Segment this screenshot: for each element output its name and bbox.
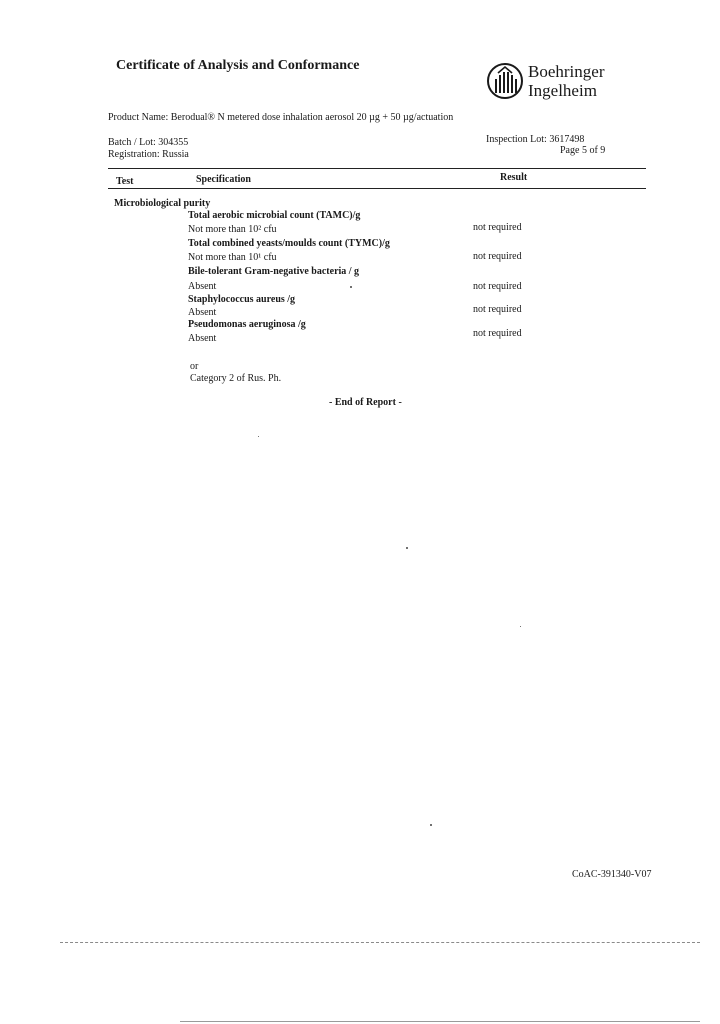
scan-speck — [520, 626, 521, 627]
table-top-rule — [108, 168, 646, 169]
section-microbiological-purity: Microbiological purity — [114, 198, 211, 209]
logo-text — [528, 62, 604, 100]
logo-line-2: Ingelheim — [528, 81, 597, 100]
company-logo — [486, 60, 626, 104]
product-name: Product Name: Berodual® N metered dose inhalation aerosol 20 µg + 50 µg/actuation — [108, 112, 454, 123]
row-4-spec: Absent — [188, 307, 217, 318]
row-4-name: Staphylococcus aureus /g — [188, 294, 296, 305]
row-1-result: not required — [473, 222, 522, 233]
row-5-name: Pseudomonas aeruginosa /g — [188, 319, 306, 330]
row-2-result: not required — [473, 251, 522, 262]
scan-speck — [430, 824, 432, 826]
table-header-rule — [108, 188, 646, 189]
scan-speck — [258, 436, 259, 437]
header-test: Test — [116, 176, 134, 187]
scan-speck — [350, 286, 352, 288]
boehringer-logo-icon — [486, 61, 524, 101]
page-number: Page 5 of 9 — [560, 145, 606, 156]
row-1-name: Total aerobic microbial count (TAMC)/g — [188, 210, 361, 221]
scan-bottom-line — [180, 1021, 700, 1022]
row-2-spec: Not more than 10¹ cfu — [188, 252, 277, 263]
logo-line-1: Boehringer — [528, 62, 605, 81]
end-of-report: - End of Report - — [329, 397, 402, 408]
row-5-result: not required — [473, 328, 522, 339]
scan-noise-line — [60, 942, 700, 943]
row-3-result: not required — [473, 281, 522, 292]
row-1-spec: Not more than 10² cfu — [188, 224, 277, 235]
row-2-name: Total combined yeasts/moulds count (TYMC)/g — [188, 238, 390, 249]
scan-speck — [406, 547, 408, 549]
header-specification: Specification — [196, 174, 251, 185]
document-title: Certificate of Analysis and Conformance — [116, 58, 360, 73]
registration: Registration: Russia — [108, 149, 189, 160]
row-3-spec: Absent — [188, 281, 217, 292]
footer-document-code: CoAC-391340-V07 — [572, 869, 652, 880]
inspection-lot: Inspection Lot: 3617498 — [486, 134, 585, 145]
category-text: Category 2 of Rus. Ph. — [190, 373, 282, 384]
row-5-spec: Absent — [188, 333, 217, 344]
batch-lot: Batch / Lot: 304355 — [108, 137, 189, 148]
header-result: Result — [500, 172, 528, 183]
row-4-result: not required — [473, 304, 522, 315]
row-3-name: Bile-tolerant Gram-negative bacteria / g — [188, 266, 360, 277]
or-text: or — [190, 361, 199, 372]
